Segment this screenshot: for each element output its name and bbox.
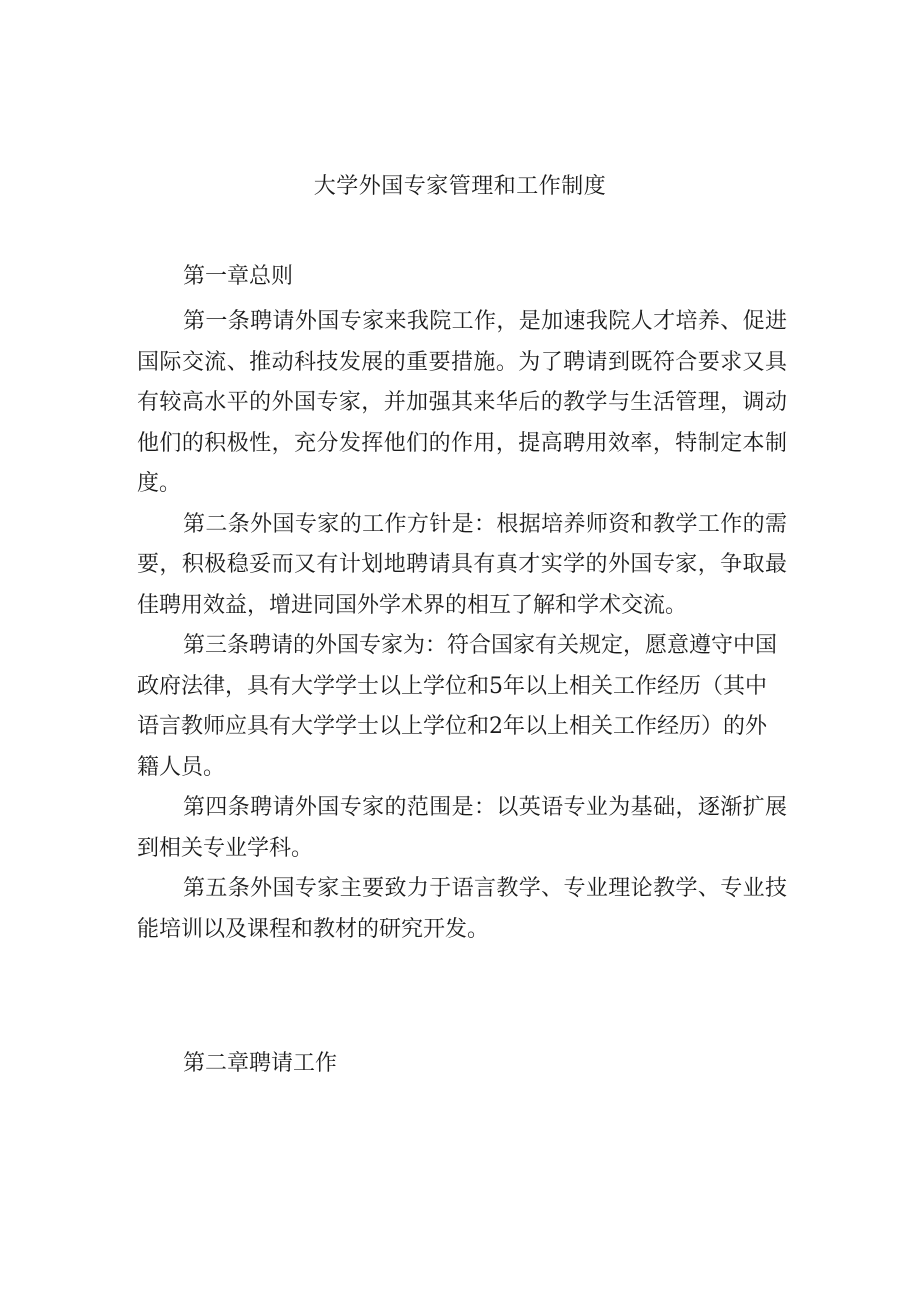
article-5: 第五条外国专家主要致力于语言教学、专业理论教学、专业技能培训以及课程和教材的研究开发。 [137,876,787,942]
article-1: 第一条聘请外国专家来我院工作，是加速我院人才培养、促进国际交流、推动科技发展的重要措施。为了聘请到既符合要求又具有较高水平的外国专家，并加强其来华后的教学与生活管理，调动他们的积极性，充分发挥他们的作用，提高聘用效率，特制定本制度。 [137,309,787,496]
article-2: 第二条外国专家的工作方针是：根据培养师资和教学工作的需要，积极稳妥而又有计划地聘请具有真才实学的外国专家，争取最佳聘用效益，增进同国外学术界的相互了解和学术交流。 [137,511,787,618]
chapter-heading-1: 第一章总则 [183,264,294,289]
document-title: 大学外国专家管理和工作制度 [313,174,607,199]
article-4: 第四条聘请外国专家的范围是：以英语专业为基础，逐渐扩展到相关专业学科。 [137,795,787,861]
article-3: 第三条聘请的外国专家为：符合国家有关规定，愿意遵守中国政府法律，具有大学学士以上学位和5年以上相关工作经历（其中语言教师应具有大学学士以上学位和2年以上相关工作经历）的外籍人员。 [137,633,778,780]
articles-body [137,302,787,950]
chapter-heading-2: 第二章聘请工作 [183,1051,338,1076]
